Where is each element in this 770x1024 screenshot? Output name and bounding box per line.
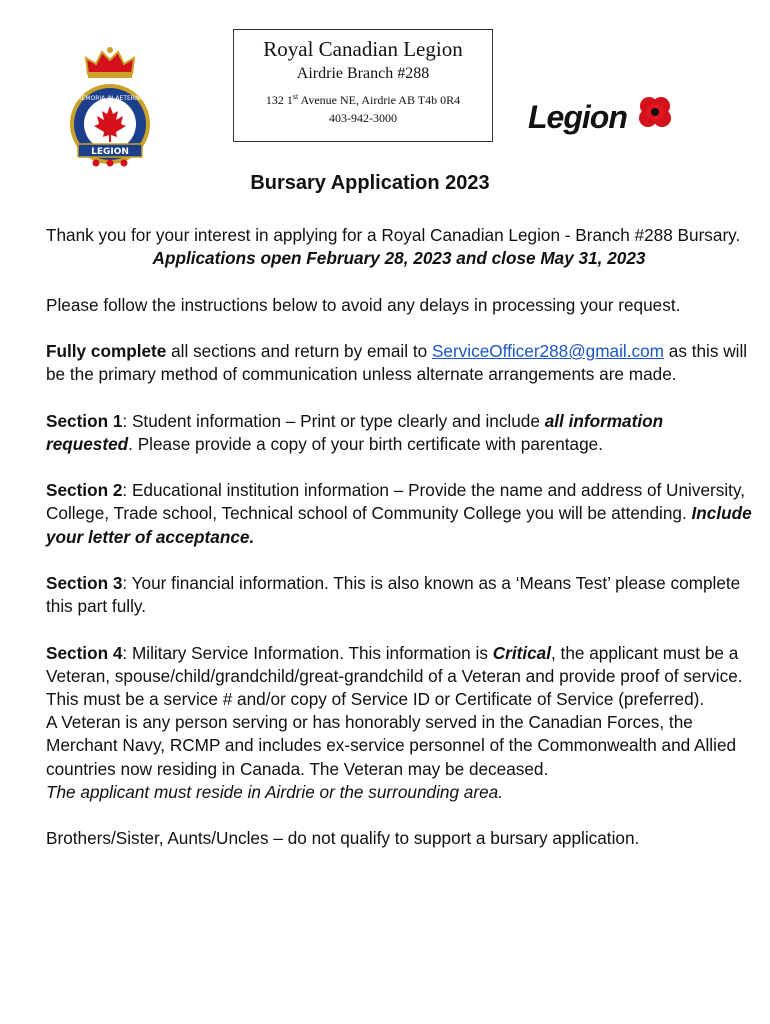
- section-3-label: Section 3: [46, 572, 123, 593]
- section-1-text: : Student information – Print or type clearly and include: [122, 410, 545, 431]
- org-name: Royal Canadian Legion: [263, 37, 463, 61]
- branch-phone: 403-942-3000: [329, 111, 397, 125]
- section-4-label: Section 4: [46, 642, 123, 663]
- emblem-word: LEGION: [91, 147, 129, 157]
- branch-address: [234, 89, 492, 108]
- relatives-note: Brothers/Sister, Aunts/Uncles – do not qualify to support a bursary application.: [46, 828, 640, 849]
- section-4-paragraph: [46, 642, 752, 712]
- branch-name: Airdrie Branch #288: [296, 65, 430, 82]
- section-4-emphasis: Critical: [492, 642, 551, 663]
- address-number: 132 1: [265, 93, 293, 107]
- poppy-icon: [639, 97, 671, 127]
- complete-lead: Fully complete: [46, 340, 167, 361]
- section-2-label: Section 2: [46, 480, 123, 501]
- section-3-paragraph: [46, 572, 752, 618]
- complete-paragraph: [46, 340, 752, 386]
- crown-icon: [86, 47, 134, 78]
- veteran-definition: A Veteran is any person serving or has honorably served in the Canadian Forces, the Merchant Navy, RCMP and includes ex-service personnel of the Commonwealth and Allied countries now residing in Canada. The Veteran may be deceased.: [46, 712, 737, 779]
- section-1-tail: . Please provide a copy of your birth certificate with parentage.: [128, 433, 603, 454]
- page-title: Bursary Application 2023: [250, 172, 490, 194]
- intro-paragraph: Thank you for your interest in applying for a Royal Canadian Legion - Branch #288 Bursary.: [46, 225, 741, 245]
- section-4-text: : Military Service Information. This information is: [122, 642, 493, 663]
- section-1-emphasis: all information requested: [46, 410, 664, 454]
- residence-requirement: The applicant must reside in Airdrie or the surrounding area.: [46, 781, 503, 802]
- section-3-text: : Your financial information. This is also known as a ‘Means Test’ please complete this part fully.: [46, 572, 741, 617]
- emblem-motto: MEMORIA IN AETERNA: [76, 95, 144, 102]
- complete-text: all sections and return by email to: [166, 340, 432, 361]
- section-4-tail: , the applicant must be a Veteran, spouse/child/grandchild/great-grandchild of a Veteran and provide proof of service. This must be a service # and/or copy of Service ID or Certificate of Service (preferred).: [46, 642, 743, 709]
- section-1-paragraph: [46, 410, 752, 456]
- logo-wordmark: Legion: [528, 99, 627, 135]
- address-street: Avenue NE, Airdrie AB T4b 0R4: [298, 93, 461, 107]
- email-link[interactable]: ServiceOfficer288@gmail.com: [431, 340, 664, 361]
- complete-tail: as this will be the primary method of communication unless alternate arrangements are made.: [46, 340, 748, 385]
- legion-logo: [528, 92, 678, 138]
- instructions-paragraph: Please follow the instructions below to avoid any delays in processing your request.: [46, 294, 681, 315]
- branch-address-box: [233, 29, 493, 142]
- section-2-paragraph: [46, 479, 752, 549]
- section-2-emphasis: Include your letter of acceptance.: [46, 503, 752, 547]
- legion-emblem: [66, 44, 154, 170]
- address-ordinal: st: [292, 92, 299, 101]
- document-body: [46, 224, 752, 850]
- section-1-label: Section 1: [46, 410, 123, 431]
- application-dates: Applications open February 28, 2023 and close May 31, 2023: [152, 248, 646, 269]
- section-2-text: : Educational institution information – Provide the name and address of University, College, Trade school, Technical school of Community College you will be attending.: [46, 480, 746, 524]
